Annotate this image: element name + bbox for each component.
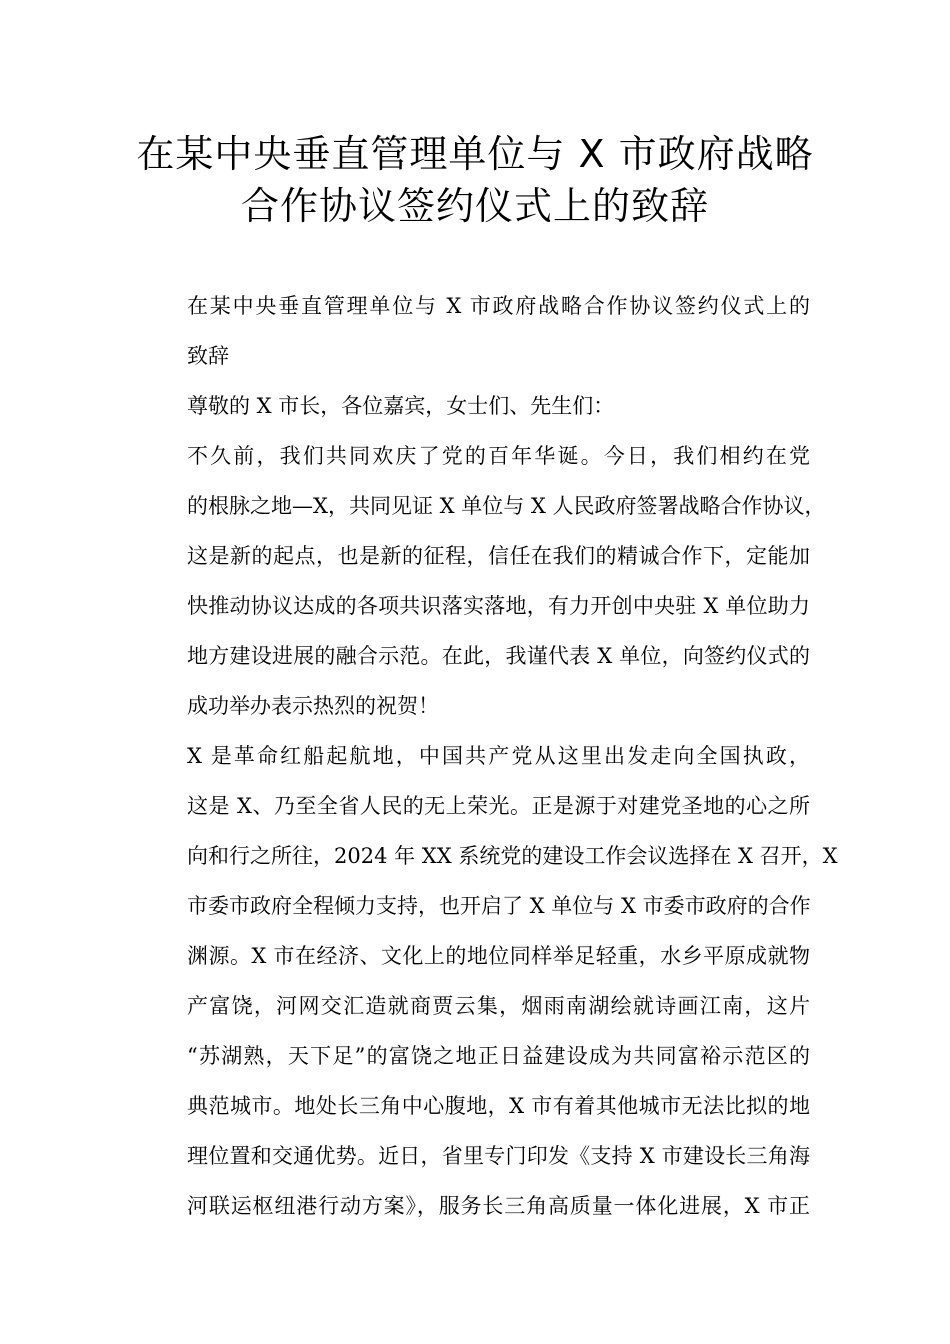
paragraph-heading-repeat: [145, 281, 810, 381]
text-line: 尊敬的 X 市长，各位嘉宾，女士们、先生们：: [187, 394, 615, 418]
text-line: 在某中央垂直管理单位与 X 市政府战略合作协议签约仪式上的: [187, 294, 810, 318]
text-line: 理位置和交通优势。近日，省里专门印发《支持 X 市建设长三角海: [187, 1144, 810, 1168]
text-line: 的根脉之地—X，共同见证 X 单位与 X 人民政府签署战略合作协议，: [187, 494, 826, 518]
title-line: 合作协议签约仪式上的致辞: [240, 184, 709, 228]
document-body: [145, 281, 838, 1231]
text-line: 这是新的起点，也是新的征程，信任在我们的精诚合作下，定能加: [187, 544, 810, 568]
text-line: 地方建设进展的融合示范。在此，我谨代表 X 单位，向签约仪式的: [187, 644, 810, 668]
text-line: 渊源。X 市在经济、文化上的地位同样举足轻重，水乡平原成就物: [187, 944, 810, 968]
text-line: 成功举办表示热烈的祝贺！: [187, 694, 439, 718]
text-line: 向和行之所往，2024 年 XX 系统党的建设工作会议选择在 X 召开，X: [187, 844, 838, 868]
text-line: X 是革命红船起航地，中国共产党从这里出发走向全国执政，: [187, 744, 810, 768]
paragraph-salutation: [145, 381, 810, 431]
document-title: [100, 128, 850, 232]
text-line: 快推动协议达成的各项共识落实落地，有力开创中央驻 X 单位助力: [187, 594, 810, 618]
text-line: 河联运枢纽港行动方案》，服务长三角高质量一体化进展，X 市正: [187, 1194, 810, 1218]
text-line: 致辞: [187, 344, 229, 368]
text-line: 产富饶，河网交汇造就商贾云集，烟雨南湖绘就诗画江南，这片: [187, 994, 810, 1018]
title-line: 在某中央垂直管理单位与 X 市政府战略: [136, 132, 814, 176]
text-line: 不久前，我们共同欢庆了党的百年华诞。今日，我们相约在党: [187, 444, 810, 468]
text-line: “苏湖熟，天下足”的富饶之地正日益建设成为共同富裕示范区的: [187, 1044, 810, 1068]
text-line: 市委市政府全程倾力支持，也开启了 X 单位与 X 市委市政府的合作: [187, 894, 811, 918]
text-line: 这是 X、乃至全省人民的无上荣光。正是源于对建党圣地的心之所: [187, 794, 810, 818]
paragraph-city-background: [145, 731, 838, 1231]
text-line: 典范城市。地处长三角中心腹地，X 市有着其他城市无法比拟的地: [187, 1094, 810, 1118]
paragraph-opening: [145, 431, 826, 731]
